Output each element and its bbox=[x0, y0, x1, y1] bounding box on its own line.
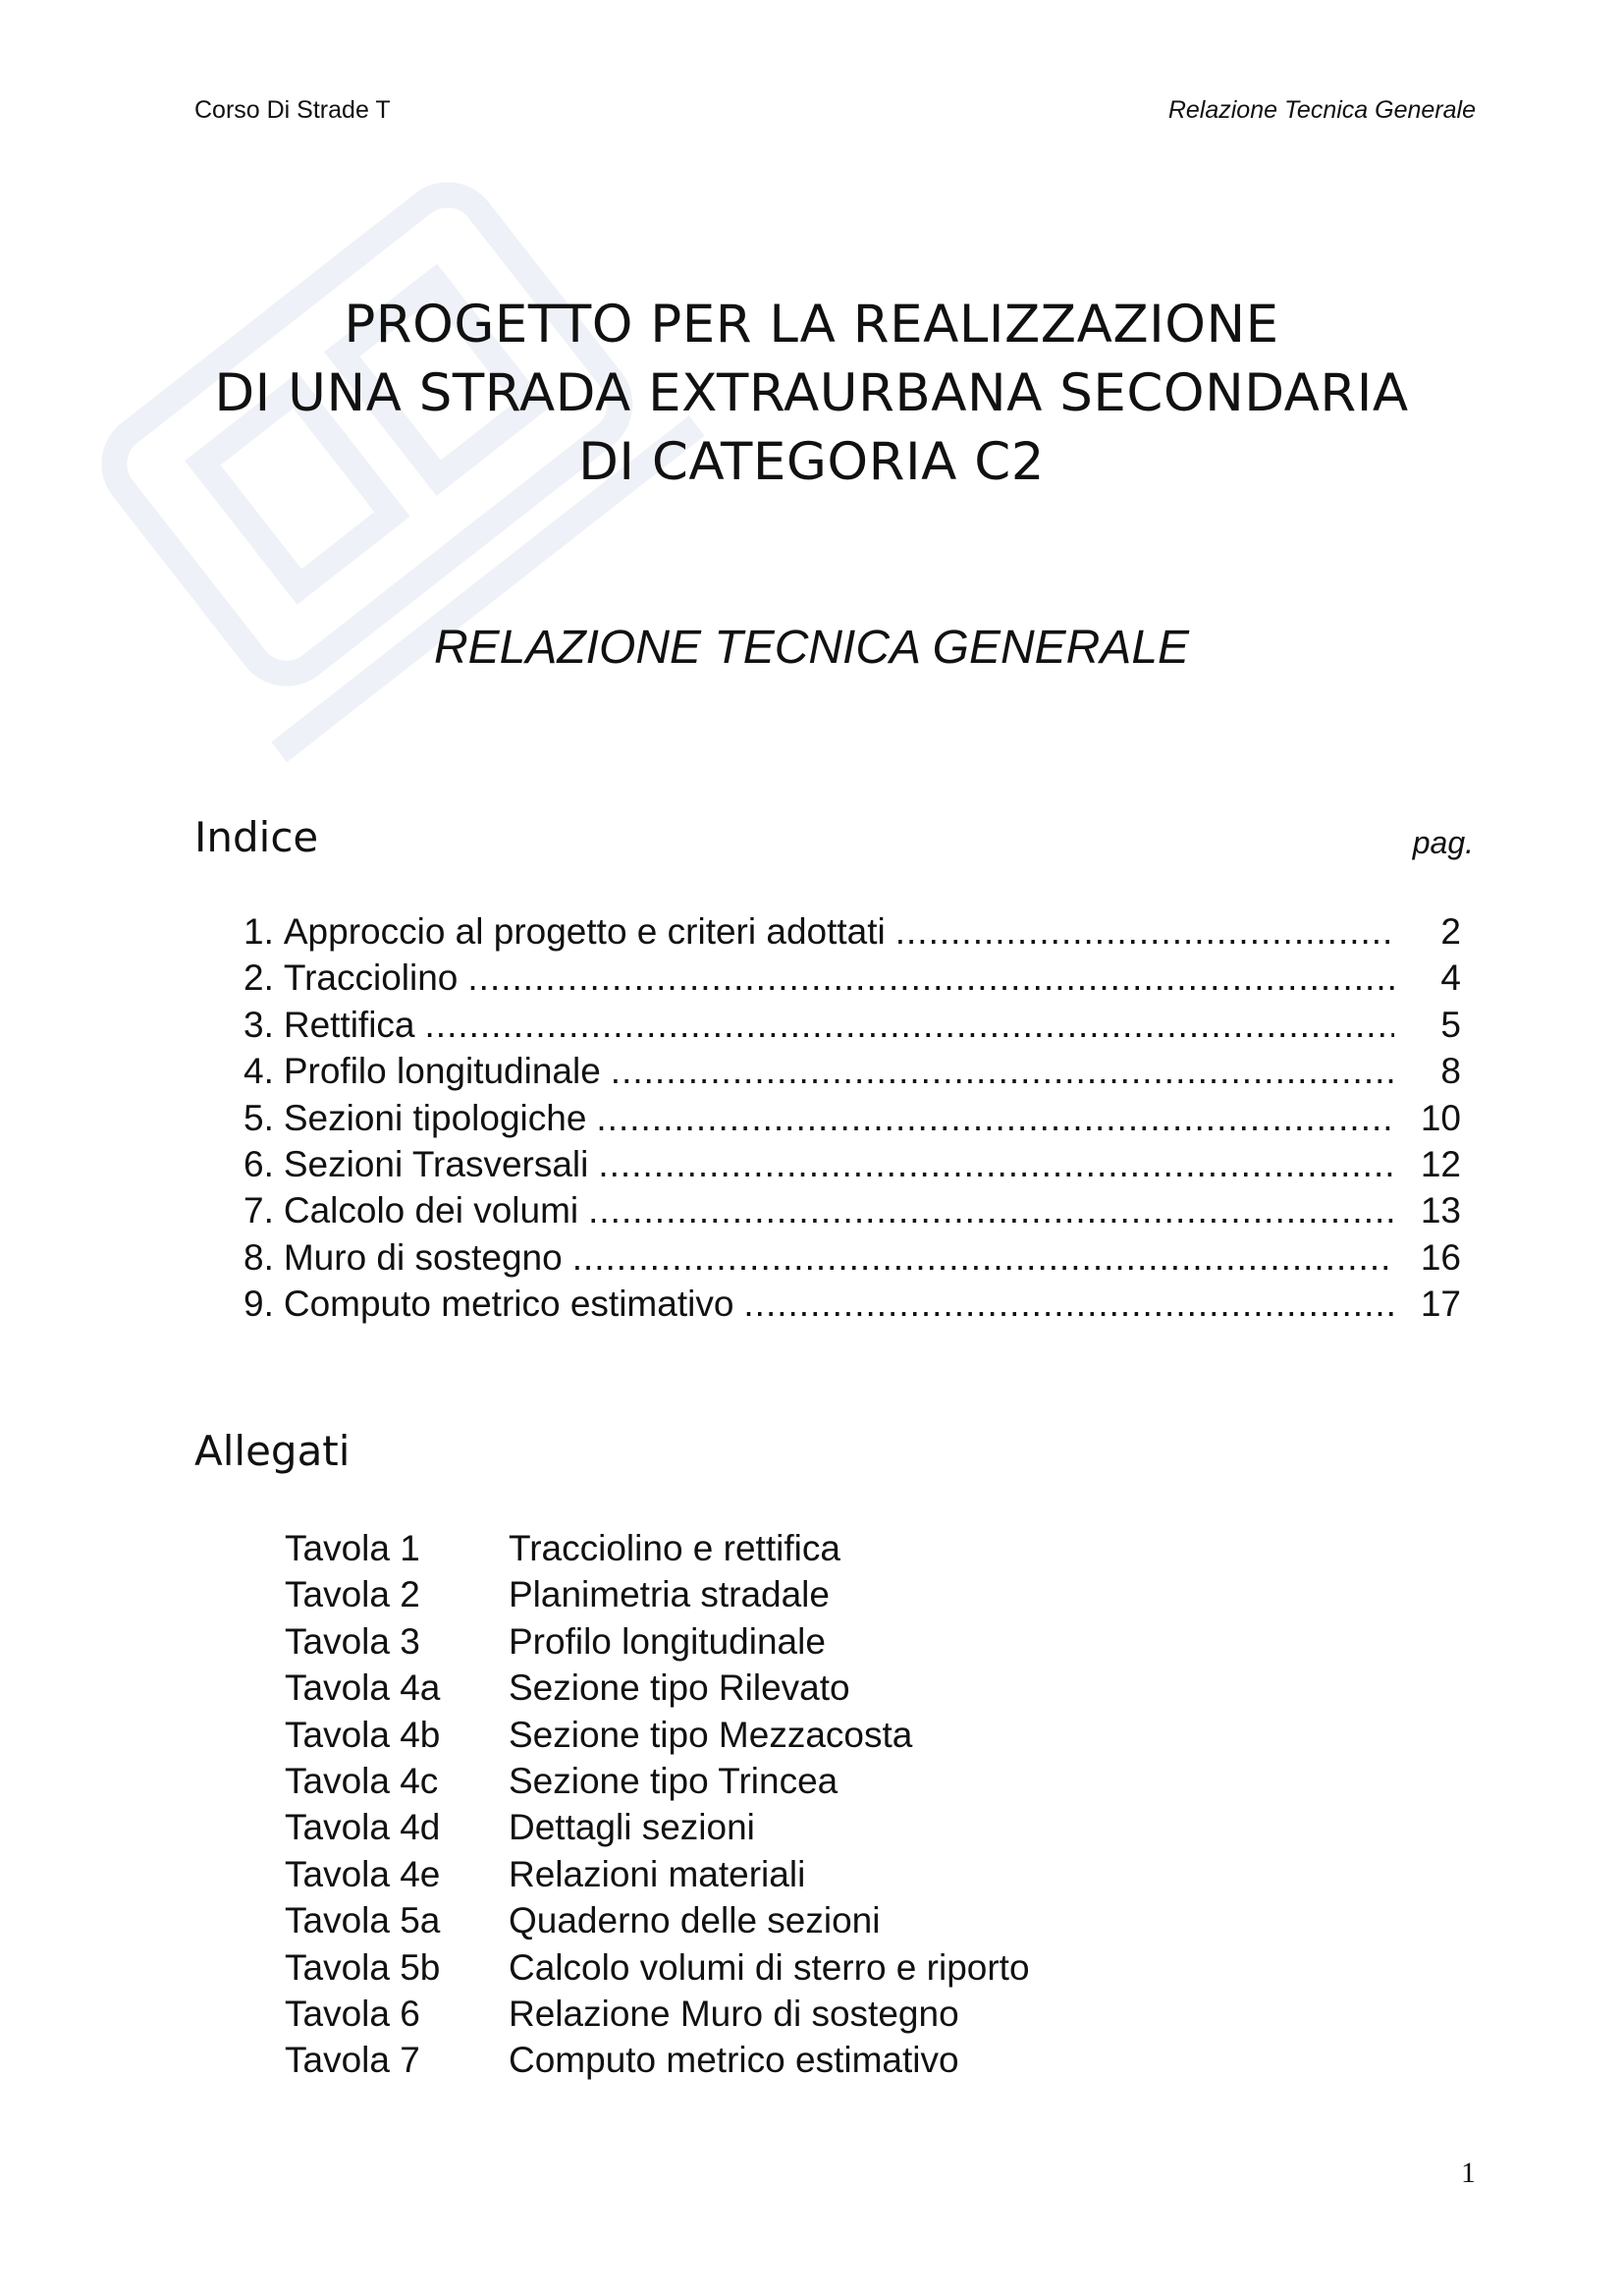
toc-leader-dots bbox=[611, 1051, 1394, 1092]
toc-entry-label: Profilo longitudinale bbox=[283, 1051, 601, 1092]
toc-entry-number: 9. bbox=[243, 1284, 274, 1325]
annex-description: Profilo longitudinale bbox=[509, 1620, 826, 1662]
annex-code: Tavola 3 bbox=[285, 1620, 420, 1662]
annex-list bbox=[285, 1528, 1030, 2087]
toc-leader-dots bbox=[743, 1284, 1394, 1325]
toc-entry-label: Sezioni Trasversali bbox=[283, 1143, 589, 1184]
title-line: DI UNA STRADA EXTRAURBANA SECONDARIA bbox=[214, 363, 1409, 423]
annex-entry bbox=[285, 1715, 1030, 1761]
toc-entry[interactable] bbox=[243, 957, 1461, 1004]
toc-entry-number: 3. bbox=[243, 1004, 274, 1045]
toc-entry-page: 12 bbox=[1420, 1143, 1461, 1184]
toc-entry-page: 10 bbox=[1420, 1097, 1461, 1138]
toc-entry-page: 5 bbox=[1440, 1004, 1461, 1045]
running-header bbox=[194, 96, 1476, 130]
page-number: 1 bbox=[1461, 2157, 1476, 2189]
header-course: Corso Di Strade T bbox=[194, 96, 391, 124]
toc-entry[interactable] bbox=[243, 1005, 1461, 1051]
annex-description: Computo metrico estimativo bbox=[509, 2040, 959, 2081]
toc-entry[interactable] bbox=[243, 1098, 1461, 1144]
annex-description: Sezione tipo Mezzacosta bbox=[509, 1714, 913, 1755]
annex-entry bbox=[285, 1947, 1030, 1994]
annex-entry bbox=[285, 1621, 1030, 1667]
toc-entry-number: 4. bbox=[243, 1051, 274, 1092]
toc-entry[interactable] bbox=[243, 1284, 1461, 1330]
annex-code: Tavola 4c bbox=[285, 1760, 439, 1801]
toc-entry-label: Calcolo dei volumi bbox=[283, 1190, 579, 1231]
annex-code: Tavola 2 bbox=[285, 1574, 420, 1615]
annex-entry bbox=[285, 1994, 1030, 2040]
annex-code: Tavola 4e bbox=[285, 1853, 441, 1894]
index-heading: Indice bbox=[194, 813, 319, 861]
document-subtitle: RELAZIONE TECNICA GENERALE bbox=[433, 622, 1190, 674]
annex-entry bbox=[285, 1854, 1030, 1900]
annex-entry bbox=[285, 1761, 1030, 1807]
annex-code: Tavola 4a bbox=[285, 1667, 441, 1709]
toc-entry-page: 13 bbox=[1420, 1190, 1461, 1231]
toc-entry-label: Muro di sostegno bbox=[283, 1236, 563, 1278]
toc-entry-number: 2. bbox=[243, 957, 274, 999]
toc-entry-page: 17 bbox=[1420, 1284, 1461, 1325]
toc-entry-page: 4 bbox=[1440, 957, 1461, 999]
annex-description: Quaderno delle sezioni bbox=[509, 1900, 881, 1941]
toc-entry-label: Computo metrico estimativo bbox=[283, 1284, 734, 1325]
annex-entry bbox=[285, 1807, 1030, 1853]
toc-entry-number: 7. bbox=[243, 1190, 274, 1231]
toc-entry-label: Sezioni tipologiche bbox=[283, 1097, 587, 1138]
annex-code: Tavola 5b bbox=[285, 1946, 441, 1988]
annex-code: Tavola 5a bbox=[285, 1900, 441, 1941]
toc-entry-page: 2 bbox=[1440, 911, 1461, 952]
toc-entry-page: 8 bbox=[1440, 1051, 1461, 1092]
toc-entry-number: 5. bbox=[243, 1097, 274, 1138]
annex-code: Tavola 4d bbox=[285, 1807, 441, 1848]
annex-entry bbox=[285, 2040, 1030, 2086]
annex-code: Tavola 1 bbox=[285, 1528, 420, 1568]
toc-entry[interactable] bbox=[243, 1190, 1461, 1236]
toc-entry-page: 16 bbox=[1420, 1236, 1461, 1278]
annex-code: Tavola 4b bbox=[285, 1714, 441, 1755]
toc-leader-dots bbox=[588, 1190, 1394, 1231]
toc-leader-dots bbox=[596, 1098, 1394, 1139]
title-line: PROGETTO PER LA REALIZZAZIONE bbox=[344, 295, 1279, 355]
title-line: DI CATEGORIA C2 bbox=[578, 432, 1045, 492]
annex-description: Sezione tipo Trincea bbox=[509, 1760, 839, 1801]
annex-code: Tavola 6 bbox=[285, 1993, 420, 2034]
annex-description: Tracciolino e rettifica bbox=[509, 1528, 840, 1568]
annex-description: Calcolo volumi di sterro e riporto bbox=[509, 1946, 1030, 1988]
annex-entry bbox=[285, 1574, 1030, 1620]
toc-entry[interactable] bbox=[243, 1237, 1461, 1284]
toc-entry-label: Approccio al progetto e criteri adottati bbox=[283, 911, 886, 952]
toc-leader-dots bbox=[895, 911, 1394, 953]
toc-entry-number: 1. bbox=[243, 911, 274, 952]
table-of-contents bbox=[243, 911, 1461, 1331]
toc-leader-dots bbox=[425, 1005, 1394, 1046]
annex-description: Planimetria stradale bbox=[509, 1574, 830, 1615]
annex-description: Dettagli sezioni bbox=[509, 1807, 755, 1848]
annexes-heading: Allegati bbox=[194, 1427, 351, 1475]
annex-description: Relazioni materiali bbox=[509, 1853, 806, 1894]
annex-entry bbox=[285, 1900, 1030, 1946]
toc-entry-label: Rettifica bbox=[283, 1004, 415, 1045]
annex-code: Tavola 7 bbox=[285, 2040, 420, 2081]
toc-entry[interactable] bbox=[243, 911, 1461, 957]
toc-entry[interactable] bbox=[243, 1051, 1461, 1097]
header-document-title: Relazione Tecnica Generale bbox=[1167, 96, 1476, 124]
toc-entry-number: 6. bbox=[243, 1143, 274, 1184]
annex-entry bbox=[285, 1667, 1030, 1714]
toc-leader-dots bbox=[467, 957, 1394, 999]
annex-description: Sezione tipo Rilevato bbox=[509, 1667, 850, 1709]
toc-entry-number: 8. bbox=[243, 1236, 274, 1278]
annex-description: Relazione Muro di sostegno bbox=[509, 1993, 959, 2034]
toc-leader-dots bbox=[598, 1144, 1394, 1185]
toc-entry[interactable] bbox=[243, 1144, 1461, 1190]
page-column-label: pag. bbox=[1412, 825, 1474, 860]
toc-leader-dots bbox=[572, 1237, 1394, 1279]
annex-entry bbox=[285, 1528, 1030, 1574]
document-title bbox=[147, 291, 1476, 497]
toc-entry-label: Tracciolino bbox=[283, 957, 459, 999]
